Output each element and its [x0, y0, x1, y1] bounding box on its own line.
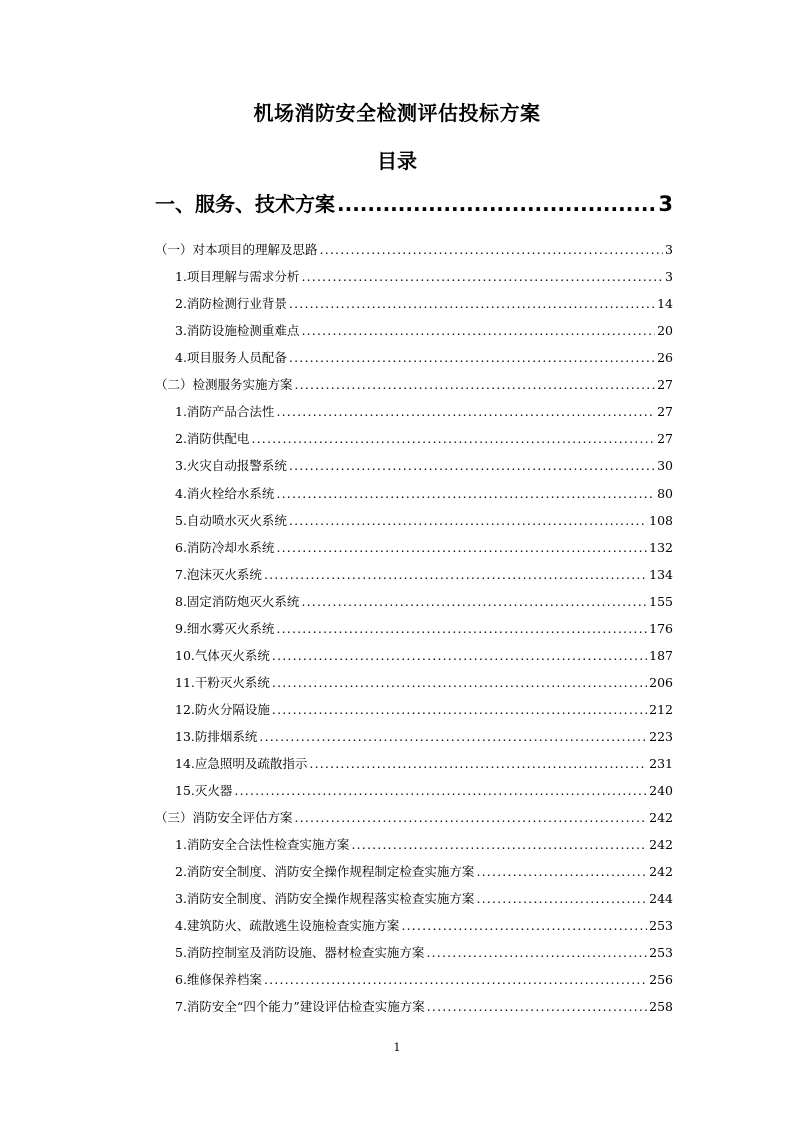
- toc-leader-dots: [351, 837, 647, 852]
- toc-entry-page: 132: [649, 539, 673, 555]
- toc-heading: 目录: [377, 149, 417, 173]
- toc-subsection-entry[interactable]: [175, 781, 673, 799]
- toc-entry-label: 3.消防设施检测重难点: [175, 323, 300, 339]
- toc-subsection-entry[interactable]: [175, 592, 673, 610]
- toc-chapter-label: 一、服务、技术方案: [155, 192, 335, 216]
- toc-subsection-entry[interactable]: [175, 484, 673, 502]
- toc-subsection-entry[interactable]: [175, 538, 673, 556]
- toc-leader-dots: [264, 972, 647, 987]
- toc-leader-dots: [264, 567, 647, 582]
- toc-entry-page: 108: [649, 512, 673, 528]
- toc-entry-label: 11.干粉灭火系统: [175, 674, 270, 690]
- toc-subsection-entry[interactable]: [175, 943, 673, 961]
- toc-leader-dots: [259, 729, 647, 744]
- toc-subsection-entry[interactable]: [175, 646, 673, 664]
- toc-section-entry[interactable]: [155, 808, 673, 826]
- toc-subsection-entry[interactable]: [175, 700, 673, 718]
- toc-entry-page: 242: [649, 810, 673, 826]
- toc-entry-label: 13.防排烟系统: [175, 728, 258, 744]
- toc-subsection-entry[interactable]: [175, 997, 673, 1015]
- toc-leader-dots: [295, 377, 656, 392]
- toc-leader-dots: [276, 621, 647, 636]
- toc-entry-label: （三）消防安全评估方案: [155, 810, 293, 826]
- toc-entry-page: 258: [649, 999, 673, 1015]
- toc-entry-label: 1.消防安全合法性检查实施方案: [175, 837, 350, 853]
- toc-entry-page: 223: [649, 728, 673, 744]
- toc-chapter-page: 3: [658, 192, 673, 216]
- toc-entry-page: 30: [657, 458, 673, 474]
- toc-leader-dots: [295, 810, 648, 825]
- toc-entry-label: 5.消防控制室及消防设施、器材检查实施方案: [175, 945, 425, 961]
- toc-entry-page: 3: [665, 269, 673, 285]
- toc-entry-page: 206: [649, 674, 673, 690]
- toc-leader-dots: [251, 431, 655, 446]
- toc-section-entry[interactable]: [155, 240, 673, 258]
- toc-entry-label: 2.消防供配电: [175, 431, 250, 447]
- toc-entry-label: （一）对本项目的理解及思路: [155, 242, 318, 257]
- toc-subsection-entry[interactable]: [175, 862, 673, 880]
- toc-entry-label: 4.建筑防火、疏散逃生设施检查实施方案: [175, 918, 400, 934]
- toc-entry-label: 6.维修保养档案: [175, 972, 262, 988]
- toc-leader-dots: [427, 999, 647, 1014]
- toc-leader-dots: [289, 513, 647, 528]
- toc-subsection-entry[interactable]: [175, 565, 673, 583]
- toc-section-entry[interactable]: [155, 375, 673, 393]
- document-title: 机场消防安全检测评估投标方案: [253, 101, 541, 125]
- toc-entry-label: 3.火灾自动报警系统: [175, 458, 287, 474]
- toc-leader-dots: [272, 648, 647, 663]
- toc-entry-label: （二）检测服务实施方案: [155, 377, 293, 393]
- toc-entry-page: 3: [665, 242, 673, 257]
- toc-subsection-entry[interactable]: [175, 294, 673, 312]
- toc-entry-label: 1.项目理解与需求分析: [175, 269, 300, 285]
- toc-entry-label: 3.消防安全制度、消防安全操作规程落实检查实施方案: [175, 891, 475, 907]
- toc-entry-page: 176: [649, 620, 673, 636]
- toc-entry-page: 231: [649, 756, 673, 771]
- toc-entry-page: 155: [649, 593, 673, 609]
- toc-entry-page: 134: [649, 566, 673, 582]
- toc-leader-dots: [276, 540, 647, 555]
- toc-subsection-entry[interactable]: [175, 835, 673, 853]
- toc-leader-dots: [276, 404, 655, 419]
- toc-leader-dots: [476, 891, 647, 906]
- toc-entry-label: 2.消防安全制度、消防安全操作规程制定检查实施方案: [175, 864, 475, 880]
- toc-leader-dots: [301, 323, 655, 338]
- toc-subsection-entry[interactable]: [175, 456, 673, 474]
- toc-entry-label: 7.泡沫灭火系统: [175, 566, 262, 582]
- toc-leader-dots: [289, 350, 655, 365]
- toc-subsection-entry[interactable]: [175, 970, 673, 988]
- toc-leader-dots: [337, 192, 656, 216]
- toc-entry-label: 15.灭火器: [175, 783, 233, 798]
- toc-leader-dots: [234, 783, 647, 798]
- toc-entry-label: 12.防火分隔设施: [175, 701, 270, 717]
- toc-leader-dots: [289, 296, 655, 311]
- toc-entry-page: 240: [649, 783, 673, 798]
- toc-subsection-entry[interactable]: [175, 619, 673, 637]
- toc-leader-dots: [476, 864, 647, 879]
- toc-subsection-entry[interactable]: [175, 321, 673, 339]
- toc-entry-label: 7.消防安全“四个能力”建设评估检查实施方案: [175, 999, 425, 1015]
- toc-leader-dots: [426, 945, 647, 960]
- page-number: 1: [393, 1041, 401, 1054]
- toc-entry-label: 5.自动喷水灭火系统: [175, 512, 287, 528]
- toc-entry-page: 256: [649, 972, 673, 988]
- toc-subsection-entry[interactable]: [175, 429, 673, 447]
- toc-entry-page: 14: [657, 296, 673, 312]
- toc-entry-page: 27: [657, 377, 673, 393]
- toc-leader-dots: [401, 918, 647, 933]
- toc-entry-page: 242: [649, 864, 673, 880]
- toc-entry-label: 9.细水雾灭火系统: [175, 620, 275, 636]
- toc-leader-dots: [301, 594, 647, 609]
- toc-leader-dots: [289, 458, 655, 473]
- toc-entry-label: 4.消火栓给水系统: [175, 485, 275, 501]
- toc-subsection-entry[interactable]: [175, 754, 673, 772]
- toc-subsection-entry[interactable]: [175, 916, 673, 934]
- toc-subsection-entry[interactable]: [175, 267, 673, 285]
- toc-leader-dots: [276, 486, 655, 501]
- toc-entry-page: 26: [657, 350, 673, 366]
- toc-entry-label: 4.项目服务人员配备: [175, 350, 287, 366]
- toc-entry-label: 10.气体灭火系统: [175, 647, 270, 663]
- toc-entry-label: 2.消防检测行业背景: [175, 296, 287, 312]
- toc-leader-dots: [301, 269, 663, 284]
- toc-subsection-entry[interactable]: [175, 402, 673, 420]
- toc-leader-dots: [309, 756, 647, 771]
- toc-subsection-entry[interactable]: [175, 889, 673, 907]
- toc-entry-page: 244: [649, 891, 673, 907]
- toc-leader-dots: [272, 675, 647, 690]
- toc-subsection-entry[interactable]: [175, 727, 673, 745]
- toc-subsection-entry[interactable]: [175, 511, 673, 529]
- toc-entry-label: 1.消防产品合法性: [175, 404, 275, 420]
- toc-chapter-entry[interactable]: [155, 188, 673, 218]
- toc-entry-label: 8.固定消防炮灭火系统: [175, 593, 300, 609]
- toc-entry-page: 27: [657, 404, 673, 420]
- toc-leader-dots: [320, 242, 664, 257]
- toc-entry-page: 242: [649, 837, 673, 853]
- toc-subsection-entry[interactable]: [175, 673, 673, 691]
- toc-entry-page: 253: [649, 918, 673, 934]
- toc-entry-page: 20: [657, 323, 673, 339]
- toc-entry-page: 253: [649, 945, 673, 961]
- toc-entry-label: 14.应急照明及疏散指示: [175, 756, 308, 771]
- toc-leader-dots: [272, 702, 647, 717]
- toc-entry-page: 212: [649, 701, 673, 717]
- toc-entry-page: 187: [649, 647, 673, 663]
- toc-subsection-entry[interactable]: [175, 348, 673, 366]
- toc-entry-label: 6.消防冷却水系统: [175, 539, 275, 555]
- toc-entry-page: 80: [657, 485, 673, 501]
- toc-entry-page: 27: [657, 431, 673, 447]
